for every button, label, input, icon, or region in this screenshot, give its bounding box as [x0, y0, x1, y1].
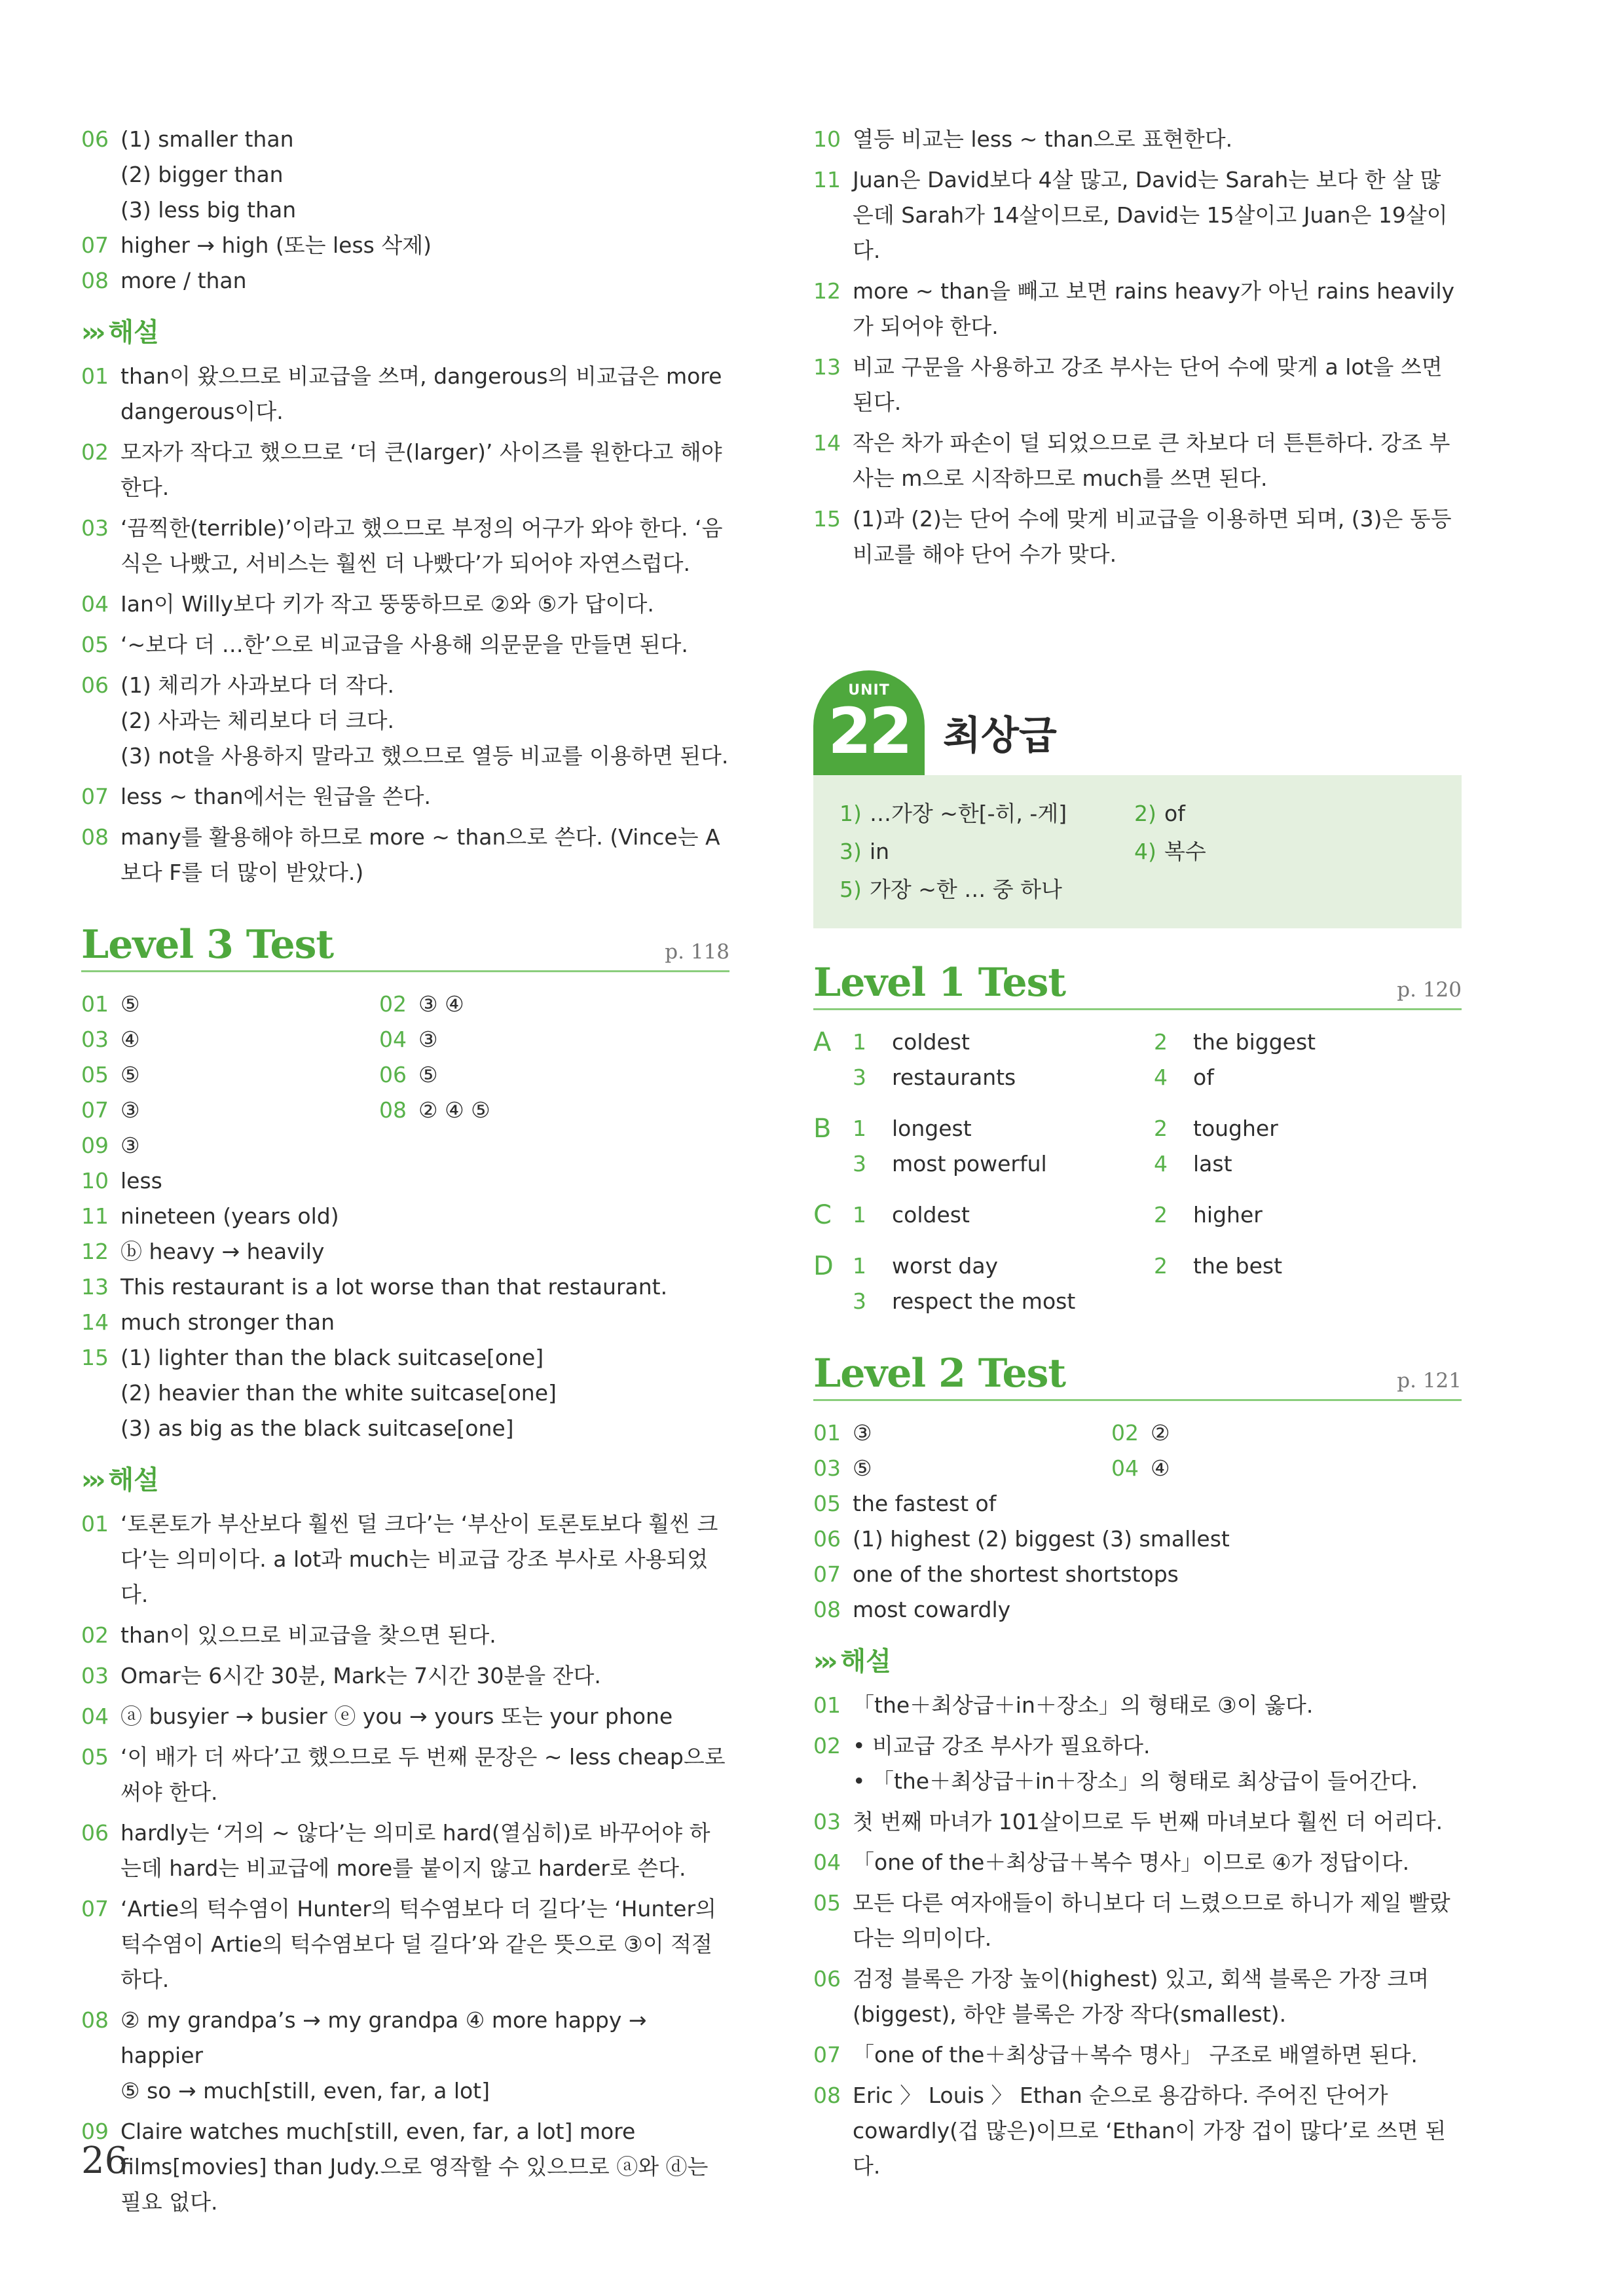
answer-number: 1	[853, 1116, 866, 1141]
explanation-number: 03	[81, 515, 109, 541]
summary-cell	[1134, 795, 1435, 833]
left-column	[81, 122, 729, 2225]
answer-line	[813, 1522, 1462, 1557]
level3-page-ref: p. 118	[665, 940, 729, 964]
explanation-text: 모자가 작다고 했으므로 ‘더 큰(larger)’ 사이즈를 원한다고 해야 한다.	[120, 439, 722, 500]
answer-line	[813, 1486, 1462, 1522]
explanation-number: 02	[81, 439, 109, 465]
explanation-number: 03	[813, 1809, 841, 1834]
explanation-number: 09	[81, 2119, 109, 2144]
triple-chevron-icon: ›››	[81, 1465, 102, 1495]
answer-line	[81, 263, 729, 299]
answer-number: 08	[379, 1097, 407, 1123]
level3-answer-list	[81, 1128, 729, 1446]
explanation-number: 05	[81, 632, 109, 657]
answer-text: less	[120, 1168, 162, 1194]
explanation-item	[81, 1658, 729, 1694]
explanation-number: 01	[81, 1511, 109, 1537]
explanation-item	[81, 1740, 729, 1810]
answer-number: 4	[1154, 1151, 1168, 1176]
answer-number: 2	[1154, 1202, 1168, 1228]
explanation-number: 07	[813, 2042, 841, 2068]
explanation-number: 02	[813, 1733, 841, 1758]
summary-cell	[840, 795, 1134, 833]
explanation-text: ⓐ busyier → busier ⓔ you → yours 또는 your phone	[120, 1704, 673, 1729]
explanation-text: 「one of the＋최상급＋복수 명사」 구조로 배열하면 된다.	[853, 2042, 1418, 2068]
answer-text: the biggest	[1193, 1029, 1316, 1055]
answer-line	[81, 1163, 729, 1199]
answer-number: 2	[1154, 1029, 1168, 1055]
explain-list-bottom	[813, 1688, 1462, 2184]
level1-answer	[1154, 1060, 1462, 1095]
explanation-number: 04	[81, 591, 109, 617]
explanation-text: Omar는 6시간 30분, Mark는 7시간 30분을 잔다.	[120, 1663, 601, 1688]
explanation-number: 06	[81, 672, 109, 698]
answer-cell	[1111, 1451, 1452, 1486]
explanation-text: 검정 블록은 가장 높이(highest) 있고, 회색 블록은 가장 크며(biggest), 하얀 블록은 가장 작다(smallest).	[853, 1966, 1430, 2027]
level1-group-grid	[853, 1248, 1462, 1319]
explanation-text: 「the＋최상급＋in＋장소」의 형태로 ③이 옳다.	[853, 1692, 1314, 1718]
answer-number: 08	[81, 268, 109, 293]
summary-cell	[840, 871, 1134, 909]
answer-number: 06	[813, 1526, 841, 1552]
answer-text: ③ ④	[418, 991, 464, 1017]
summary-cell	[840, 833, 1134, 871]
answer-number: 1	[853, 1253, 866, 1279]
level1-group-grid	[853, 1197, 1462, 1233]
summary-number: 1)	[840, 801, 862, 826]
unit-title: 최상급	[943, 713, 1057, 759]
explain-list-2	[81, 1506, 729, 2220]
summary-number: 4)	[1134, 839, 1156, 864]
answer-number: 05	[813, 1491, 841, 1516]
explanation-text: more ~ than을 빼고 보면 rains heavy가 아닌 rains heavily가 되어야 한다.	[853, 278, 1455, 339]
answer-line	[81, 1340, 729, 1376]
explanation-text: Eric 〉 Louis 〉 Ethan 순으로 용감하다. 주어진 단어가 cowardly(겁 많은)이므로 ‘Ethan이 가장 겁이 많다’로 쓰면 된다.	[853, 2083, 1447, 2179]
explanation-number: 05	[813, 1890, 841, 1916]
explanation-number: 01	[813, 1692, 841, 1718]
explanation-item	[81, 1618, 729, 1653]
answer-text: (1) smaller than	[120, 126, 294, 152]
answer-number: 07	[81, 1097, 109, 1123]
summary-cell	[1134, 833, 1435, 871]
answer-cell	[379, 1057, 720, 1093]
answer-number: 4	[1154, 1065, 1168, 1090]
answer-number: 1	[853, 1202, 866, 1228]
explanation-text: 첫 번째 마녀가 101살이므로 두 번째 마녀보다 훨씬 더 어리다.	[853, 1809, 1443, 1834]
answer-text: ③	[120, 1133, 140, 1158]
answer-text: (1) lighter than the black suitcase[one]	[120, 1345, 544, 1370]
answer-text: ②	[1151, 1420, 1170, 1446]
explanation-text: 비교 구문을 사용하고 강조 부사는 단어 수에 맞게 a lot을 쓰면 된다.	[853, 354, 1443, 415]
level1-answer	[853, 1197, 1154, 1233]
summary-text: 가장 ~한 … 중 하나	[870, 877, 1062, 902]
summary-text: of	[1164, 801, 1185, 826]
answer-cell	[379, 1093, 720, 1128]
level3-header	[81, 918, 729, 972]
level1-title: Level 1 Test	[813, 960, 1066, 1006]
explanation-text: ② my grandpa’s → my grandpa ④ more happy → happier ⑤ so → much[still, even, far, a lot]	[120, 2007, 647, 2104]
summary-text: in	[870, 839, 890, 864]
unit-number: 22	[828, 695, 910, 768]
answer-line	[81, 1199, 729, 1234]
answer-number: 14	[81, 1309, 109, 1335]
explanation-number: 15	[813, 506, 841, 532]
level2-header	[813, 1347, 1462, 1401]
explanation-item	[81, 627, 729, 663]
answer-cell	[813, 1451, 1111, 1486]
explanation-text: 열등 비교는 less ~ than으로 표현한다.	[853, 126, 1233, 152]
explanation-number: 12	[813, 278, 841, 304]
answer-number: 3	[853, 1288, 866, 1314]
summary-text: …가장 ~한[-히, -게]	[870, 801, 1067, 826]
answer-text: ⑤	[853, 1455, 872, 1481]
answer-cell	[813, 1415, 1111, 1451]
level1-group	[813, 1111, 1462, 1182]
explanation-number: 08	[813, 2083, 841, 2108]
explanation-item	[813, 1688, 1462, 1723]
answer-line	[81, 192, 729, 228]
level1-header	[813, 956, 1462, 1010]
triple-chevron-icon: ›››	[813, 1647, 834, 1677]
answer-cell	[379, 1022, 720, 1057]
answer-text: (3) less big than	[120, 197, 297, 223]
answer-text: higher → high (또는 less 삭제)	[120, 232, 432, 258]
answer-text: tougher	[1193, 1116, 1278, 1141]
explanation-number: 08	[81, 2007, 109, 2033]
explanation-text: • 비교급 강조 부사가 필요하다. • 「the＋최상급＋in＋장소」의 형태로 최상급이 들어간다.	[853, 1733, 1418, 1794]
answer-number: 05	[81, 1062, 109, 1087]
answer-cell	[81, 1057, 379, 1093]
answer-text: ④	[1151, 1455, 1170, 1481]
explanation-item	[813, 1728, 1462, 1799]
answer-text: (2) bigger than	[120, 162, 284, 187]
answer-number: 07	[813, 1561, 841, 1587]
unit-summary-box	[813, 775, 1462, 928]
answer-text: most powerful	[892, 1151, 1047, 1176]
answer-line	[813, 1592, 1462, 1628]
answer-cell	[81, 1022, 379, 1057]
level1-group	[813, 1248, 1462, 1319]
explanation-item	[813, 1804, 1462, 1840]
level2-page-ref: p. 121	[1397, 1369, 1462, 1393]
level1-page-ref: p. 120	[1397, 978, 1462, 1002]
explanation-text: many를 활용해야 하므로 more ~ than으로 쓴다. (Vince는 A보다 F를 더 많이 받았다.)	[120, 824, 720, 885]
answer-line	[81, 1128, 729, 1163]
answer-text: ③	[853, 1420, 872, 1446]
explanation-item	[81, 1506, 729, 1613]
explanation-number: 06	[81, 1820, 109, 1846]
answer-text: ⑤	[418, 1062, 438, 1087]
level1-group	[813, 1197, 1462, 1233]
answer-number: 06	[81, 126, 109, 152]
answer-line	[81, 157, 729, 192]
level1-answer	[1154, 1248, 1462, 1284]
answer-text: ⑤	[120, 991, 140, 1017]
explain-list-top	[813, 122, 1462, 572]
answer-text: one of the shortest shortstops	[853, 1561, 1179, 1587]
triple-chevron-icon: ›››	[81, 318, 102, 348]
group-letter: A	[813, 1027, 832, 1057]
answer-number: 2	[1154, 1253, 1168, 1279]
explanation-item	[81, 2114, 729, 2220]
answer-text: nineteen (years old)	[120, 1203, 339, 1229]
explanation-number: 05	[81, 1744, 109, 1770]
explanation-item	[813, 2037, 1462, 2073]
level1-answer	[853, 1060, 1154, 1095]
explanation-text: (1)과 (2)는 단어 수에 맞게 비교급을 이용하면 되며, (3)은 동등 비교를 해야 단어 수가 맞다.	[853, 506, 1452, 567]
answer-text: (1) highest (2) biggest (3) smallest	[853, 1526, 1230, 1552]
explain-list-1	[81, 359, 729, 890]
answer-text: last	[1193, 1151, 1232, 1176]
explanation-number: 11	[813, 167, 841, 192]
answer-number: 08	[813, 1597, 841, 1622]
explanation-text: ‘~보다 더 …한’으로 비교급을 사용해 의문문을 만들면 된다.	[120, 632, 688, 657]
answer-cell	[379, 987, 720, 1022]
answer-text: worst day	[892, 1253, 999, 1279]
level3-title: Level 3 Test	[81, 922, 334, 968]
top-answers	[81, 122, 729, 299]
answer-line	[81, 228, 729, 263]
explanation-text: than이 있으므로 비교급을 찾으면 된다.	[120, 1622, 496, 1648]
explain-heading-3: ››› 해설	[813, 1647, 891, 1677]
explain-heading-2: ››› 해설	[81, 1465, 159, 1495]
explanation-number: 07	[81, 784, 109, 809]
answer-number: 10	[81, 1168, 109, 1194]
answer-text: longest	[892, 1116, 972, 1141]
level1-answer	[1154, 1197, 1462, 1233]
level1-answer	[853, 1146, 1154, 1182]
explanation-number: 10	[813, 126, 841, 152]
answer-cell	[81, 987, 379, 1022]
explanation-text: 「one of the＋최상급＋복수 명사」이므로 ④가 정답이다.	[853, 1850, 1410, 1875]
explanation-item	[813, 501, 1462, 572]
explanation-text: 모든 다른 여자애들이 하니보다 더 느렸으므로 하니가 제일 빨랐다는 의미이다.	[853, 1890, 1450, 1951]
explanation-item	[81, 511, 729, 581]
explanation-number: 13	[813, 354, 841, 380]
answer-number: 1	[853, 1029, 866, 1055]
unit-header	[813, 670, 1462, 775]
explanation-text: less ~ than에서는 원급을 쓴다.	[120, 784, 431, 809]
answer-number: 02	[379, 991, 407, 1017]
explanation-number: 04	[813, 1850, 841, 1875]
answer-text: the fastest of	[853, 1491, 997, 1516]
explanation-item	[81, 359, 729, 429]
answer-line	[81, 1234, 729, 1269]
answer-text: ③	[120, 1097, 140, 1123]
explanation-text: Juan은 David보다 4살 많고, David는 Sarah는 보다 한 살 많은데 Sarah가 14살이므로, David는 15살이고 Juan은 19살이다.	[853, 167, 1448, 263]
answer-text: coldest	[892, 1029, 970, 1055]
answer-text: respect the most	[892, 1288, 1076, 1314]
answer-line	[81, 1376, 729, 1411]
explanation-text: ‘이 배가 더 싸다’고 했으므로 두 번째 문장은 ~ less cheap으로 써야 한다.	[120, 1744, 726, 1805]
answer-number: 12	[81, 1239, 109, 1264]
answer-text: coldest	[892, 1202, 970, 1228]
level1-answer	[853, 1025, 1154, 1060]
level2-answer-grid	[813, 1415, 1462, 1486]
answer-text: restaurants	[892, 1065, 1016, 1090]
explanation-item	[81, 668, 729, 774]
answer-line	[81, 1305, 729, 1340]
level1-answer	[853, 1284, 1154, 1319]
summary-number: 5)	[840, 877, 862, 902]
explanation-number: 07	[81, 1896, 109, 1922]
explanation-number: 01	[81, 363, 109, 389]
answer-number: 11	[81, 1203, 109, 1229]
answer-number: 13	[81, 1274, 109, 1300]
page-number: 26	[81, 2140, 128, 2182]
answer-number: 01	[81, 991, 109, 1017]
answer-number: 07	[81, 232, 109, 258]
answer-text: more / than	[120, 268, 247, 293]
explanation-item	[813, 1961, 1462, 2032]
level1-answer	[1154, 1111, 1462, 1146]
answer-text: ⓑ heavy → heavily	[120, 1239, 325, 1264]
answer-text: much stronger than	[120, 1309, 335, 1335]
explanation-text: (1) 체리가 사과보다 더 작다. (2) 사과는 체리보다 더 크다. (3) not을 사용하지 말라고 했으므로 열등 비교를 이용하면 된다.	[120, 672, 729, 769]
answer-text: ③	[418, 1027, 438, 1052]
explanation-item	[813, 350, 1462, 420]
answer-number: 01	[813, 1420, 841, 1446]
answer-text: higher	[1193, 1202, 1263, 1228]
explanation-number: 04	[81, 1704, 109, 1729]
explanation-item	[813, 1845, 1462, 1880]
explanation-item	[81, 587, 729, 622]
level1-groups	[813, 1025, 1462, 1319]
explanation-text: ‘토론토가 부산보다 훨씬 덜 크다’는 ‘부산이 토론토보다 훨씬 크다’는 의미이다. a lot과 much는 비교급 강조 부사로 사용되었다.	[120, 1511, 718, 1607]
answer-number: 15	[81, 1345, 109, 1370]
level1-group-grid	[853, 1025, 1462, 1095]
explanation-item	[813, 274, 1462, 344]
answer-line	[81, 1269, 729, 1305]
group-letter: B	[813, 1114, 832, 1144]
answer-text: most cowardly	[853, 1597, 1011, 1622]
explanation-item	[813, 426, 1462, 496]
summary-text: 복수	[1164, 839, 1206, 864]
explanation-number: 03	[81, 1663, 109, 1688]
explanation-item	[81, 820, 729, 890]
level3-answer-grid	[81, 987, 729, 1128]
explanation-text: ‘끔찍한(terrible)’이라고 했으므로 부정의 어구가 와야 한다. ‘음식은 나빴고, 서비스는 훨씬 더 나빴다’가 되어야 자연스럽다.	[120, 515, 723, 576]
explanation-text: hardly는 ‘거의 ~ 않다’는 의미로 hard(열심히)로 바꾸어야 하는데 hard는 비교급에 more를 붙이지 않고 harder로 쓴다.	[120, 1820, 710, 1881]
answer-text: ② ④ ⑤	[418, 1097, 490, 1123]
explanation-text: Ian이 Willy보다 키가 작고 뚱뚱하므로 ②와 ⑤가 답이다.	[120, 591, 654, 617]
answer-number: 03	[813, 1455, 841, 1481]
summary-number: 2)	[1134, 801, 1156, 826]
explain-heading: ››› 해설	[81, 318, 159, 348]
answer-number: 04	[1111, 1455, 1139, 1481]
answer-text: This restaurant is a lot worse than that restaurant.	[120, 1274, 668, 1300]
answer-text: (2) heavier than the white suitcase[one]	[120, 1380, 557, 1406]
answer-text: the best	[1193, 1253, 1283, 1279]
answer-text: ④	[120, 1027, 140, 1052]
answer-number: 3	[853, 1151, 866, 1176]
level1-group	[813, 1025, 1462, 1095]
answer-cell	[81, 1093, 379, 1128]
answer-number: 02	[1111, 1420, 1139, 1446]
explanation-item	[813, 1886, 1462, 1956]
explanation-item	[81, 779, 729, 814]
explanation-item	[813, 162, 1462, 268]
answer-text: ⑤	[120, 1062, 140, 1087]
explanation-text: than이 왔으므로 비교급을 쓰며, dangerous의 비교급은 more dangerous이다.	[120, 363, 722, 424]
level1-answer	[853, 1111, 1154, 1146]
answer-number: 09	[81, 1133, 109, 1158]
explanation-item	[81, 1815, 729, 1886]
explanation-text: 작은 차가 파손이 덜 되었으므로 큰 차보다 더 튼튼하다. 강조 부사는 m으로 시작하므로 much를 쓰면 된다.	[853, 430, 1450, 491]
explanation-number: 02	[81, 1622, 109, 1648]
explanation-number: 08	[81, 824, 109, 850]
answer-number: 03	[81, 1027, 109, 1052]
explanation-item	[813, 2078, 1462, 2184]
answer-cell	[1111, 1415, 1452, 1451]
explanation-number: 14	[813, 430, 841, 456]
explanation-text: ‘Artie의 턱수염이 Hunter의 턱수염보다 더 길다’는 ‘Hunter의 턱수염이 Artie의 턱수염보다 덜 길다’와 같은 뜻으로 ③이 적절하다.	[120, 1896, 716, 1992]
explanation-item	[81, 435, 729, 505]
answer-number: 04	[379, 1027, 407, 1052]
group-letter: D	[813, 1251, 834, 1281]
explanation-text: Claire watches much[still, even, far, a lot] more films[movies] than Judy.으로 영작할 수 있으므로 ⓐ와 ⓓ는 필요 없다.	[120, 2119, 709, 2215]
summary-number: 3)	[840, 839, 862, 864]
answer-text: (3) as big as the black suitcase[one]	[120, 1415, 514, 1441]
answer-number: 2	[1154, 1116, 1168, 1141]
unit-label: UNIT	[848, 682, 890, 699]
explanation-number: 06	[813, 1966, 841, 1992]
level1-group-grid	[853, 1111, 1462, 1182]
answer-line	[81, 122, 729, 157]
answer-number: 06	[379, 1062, 407, 1087]
answer-number: 3	[853, 1065, 866, 1090]
level1-answer	[853, 1248, 1154, 1284]
answer-line	[813, 1557, 1462, 1592]
answer-line	[81, 1411, 729, 1446]
answer-text: of	[1193, 1065, 1214, 1090]
level2-title: Level 2 Test	[813, 1351, 1066, 1396]
unit-badge	[813, 670, 925, 775]
level1-answer	[1154, 1146, 1462, 1182]
explanation-item	[81, 2003, 729, 2109]
explanation-item	[813, 122, 1462, 157]
explanation-item	[81, 1699, 729, 1734]
group-letter: C	[813, 1200, 832, 1230]
right-column	[813, 122, 1462, 2189]
explanation-item	[81, 1891, 729, 1997]
unit-summary-grid	[840, 795, 1462, 909]
level1-answer	[1154, 1025, 1462, 1060]
level2-answer-list	[813, 1486, 1462, 1628]
